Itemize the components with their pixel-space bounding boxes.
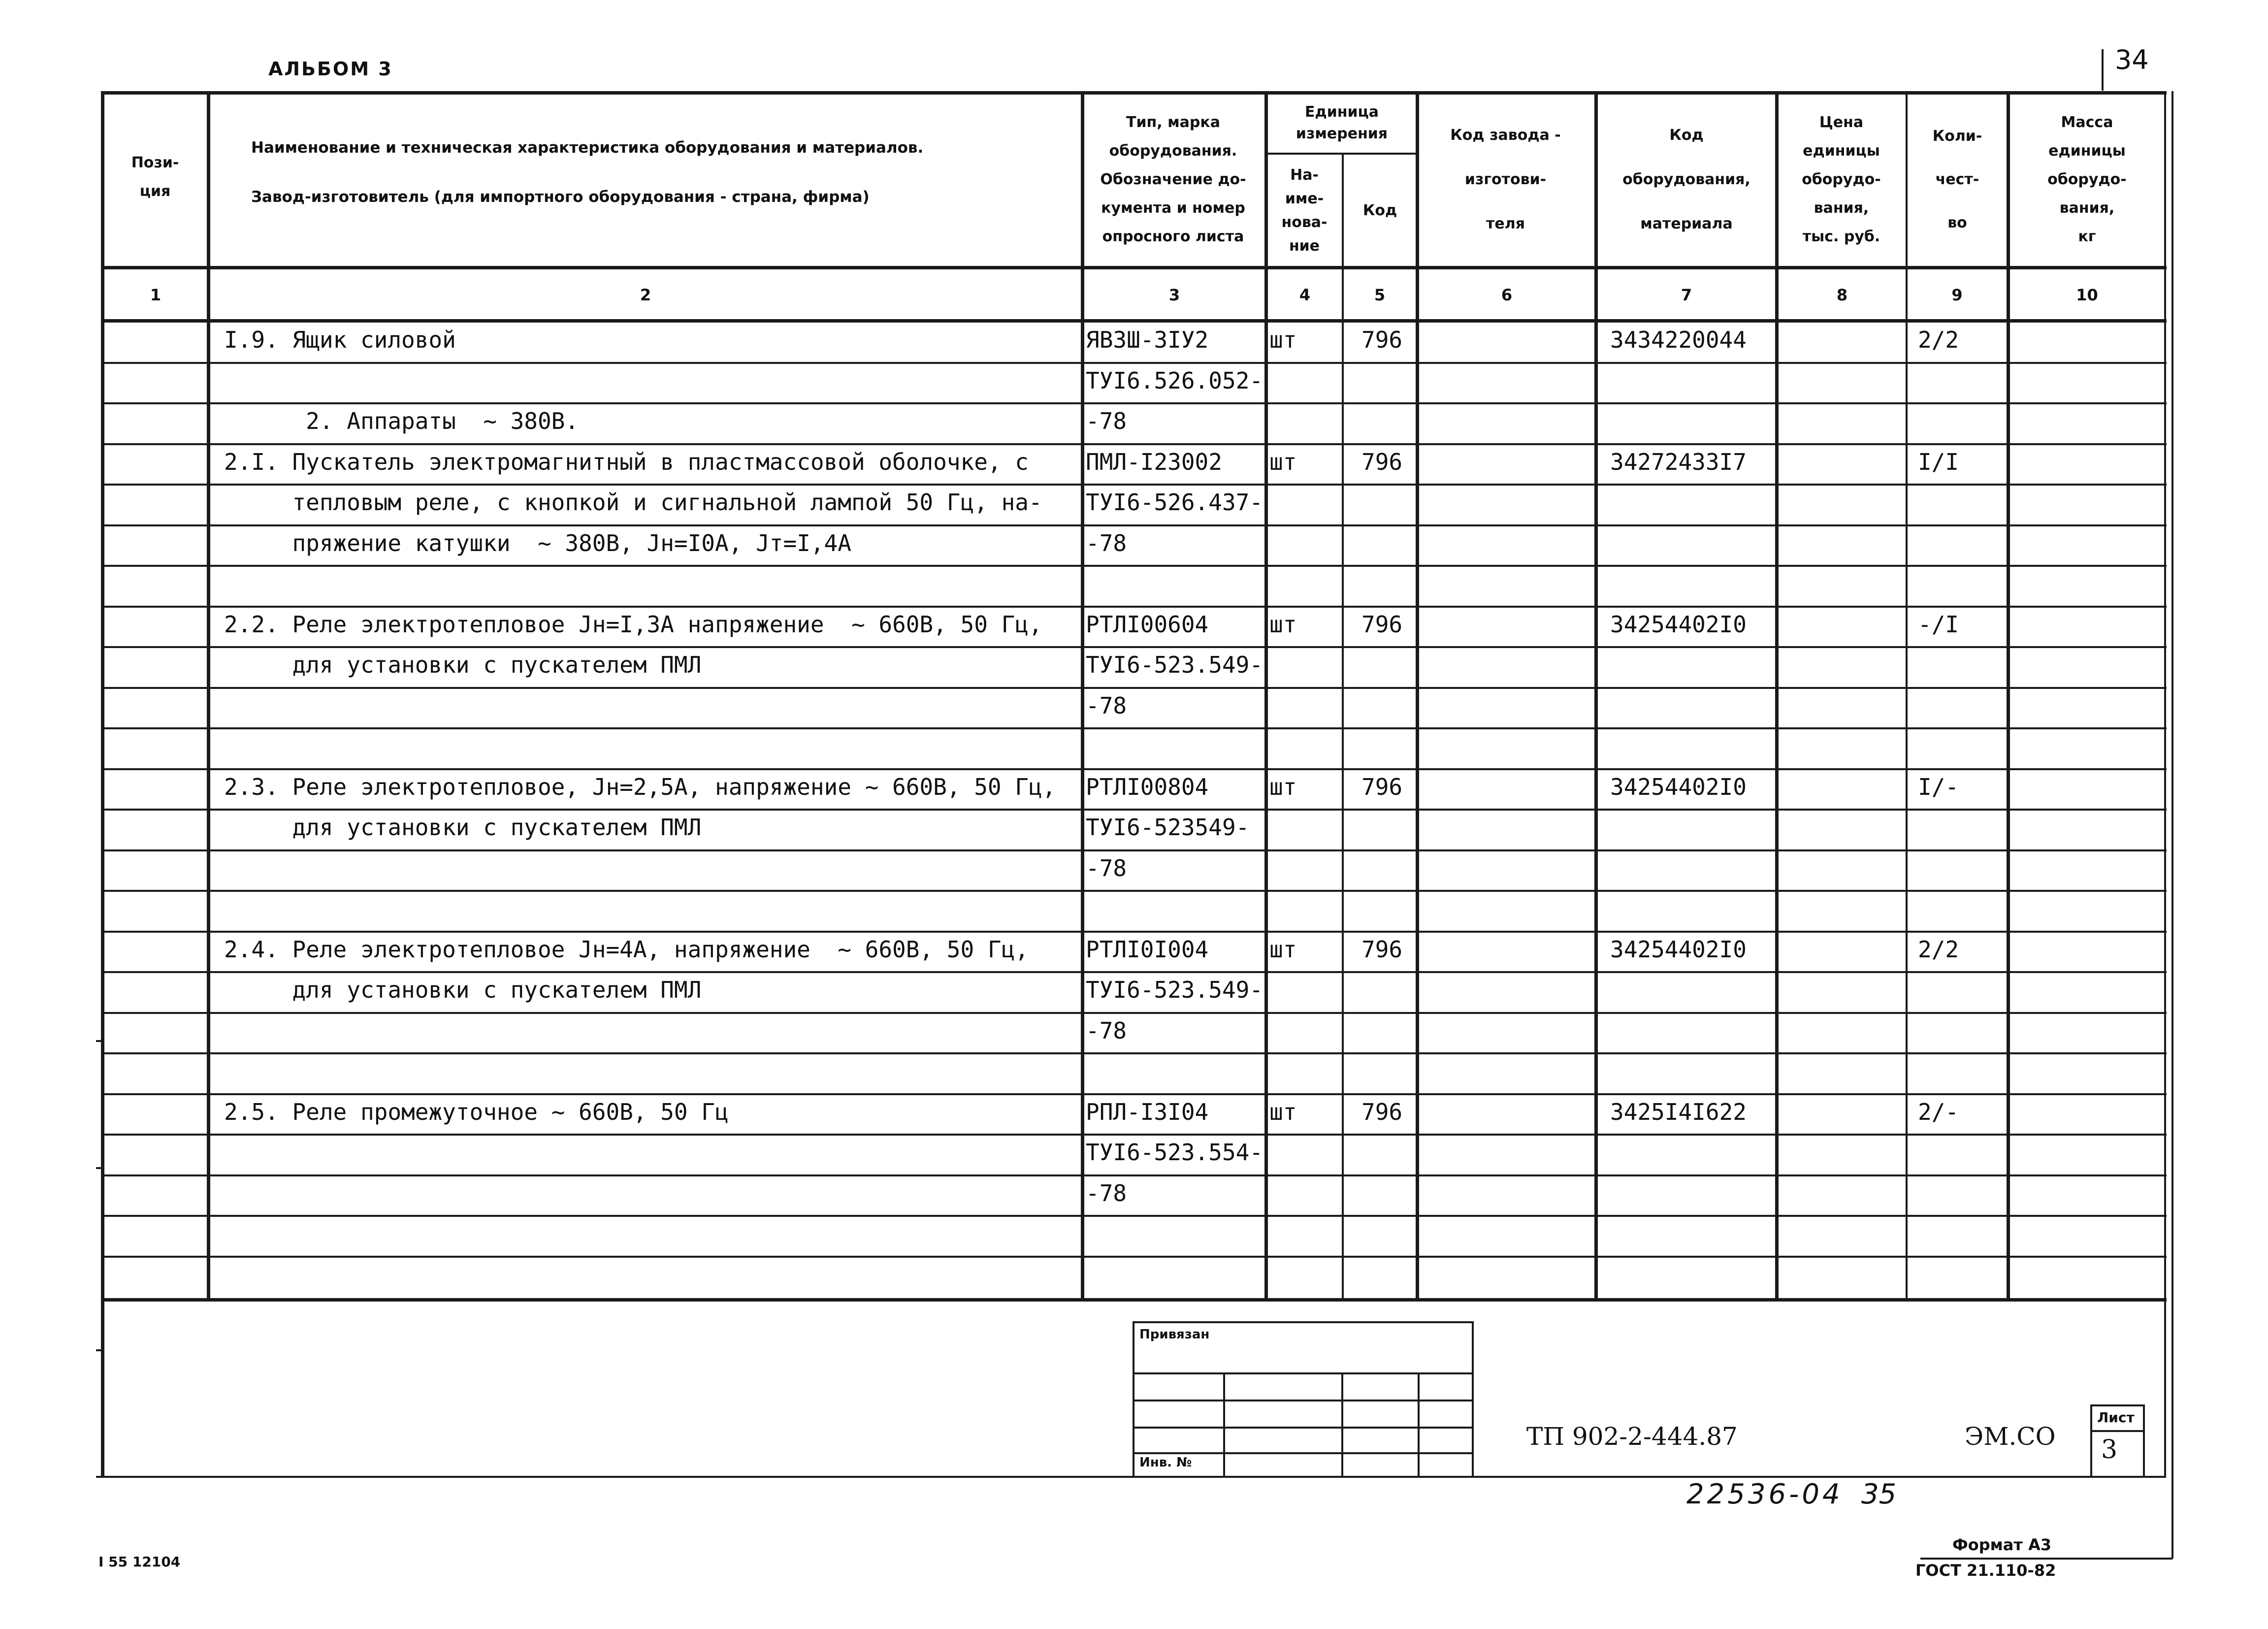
inv-number-label: Инв. № xyxy=(1139,1455,1192,1470)
page-number-divider xyxy=(2102,49,2104,91)
row-item-unit-code: 796 xyxy=(1361,448,1403,475)
row-item-type: ТУI6-523.549- xyxy=(1086,977,1264,1003)
row-item-equipment-code: 34254402I0 xyxy=(1610,611,1747,638)
header-manufacturer-code: Код завода - изготови- теля xyxy=(1450,127,1561,232)
album-label: АЛЬБОМ 3 xyxy=(268,58,393,80)
header-unit-code: Код xyxy=(1362,201,1397,219)
margin-tick-1 xyxy=(96,1040,103,1042)
row-divider xyxy=(101,484,2167,486)
col-line-3 xyxy=(1264,91,1268,1300)
colnum-3: 3 xyxy=(1168,286,1180,304)
header-name-characteristics: Наименование и техническая характеристика оборудования и материалов. Завод-изготовитель (для импортного оборудования - страна, фирма) xyxy=(251,139,924,206)
sheet-box xyxy=(2090,1404,2145,1478)
handwritten-archive-number: 22536-04 xyxy=(1686,1478,1843,1510)
row-item-type: ТУI6-526.437- xyxy=(1086,489,1264,516)
row-divider xyxy=(101,1174,2167,1176)
col-line-9 xyxy=(2007,91,2010,1300)
page-number: 34 xyxy=(2115,44,2149,75)
row-item-type: ПМЛ-I23002 xyxy=(1086,448,1222,475)
header-unit-mass: Масса единицы оборудо- вания, кг xyxy=(2047,114,2127,245)
privyazan-col-1 xyxy=(1223,1372,1225,1478)
row-item-type: -78 xyxy=(1086,692,1127,719)
document-designation: ТП 902-2-444.87 xyxy=(1526,1422,1738,1451)
header-equipment-code: Код оборудования, материала xyxy=(1622,127,1750,232)
col-line-1 xyxy=(207,91,210,1300)
col-line-2 xyxy=(1081,91,1084,1300)
format-label: Формат А3 xyxy=(1952,1535,2052,1554)
row-divider xyxy=(101,1012,2167,1014)
row-item-name: 2.3. Реле электротепловое, Jн=2,5А, напряжение ~ 660В, 50 Гц, xyxy=(224,773,1056,800)
privyazan-block xyxy=(1133,1321,1474,1478)
col-line-4 xyxy=(1342,153,1344,1300)
row-divider xyxy=(101,1134,2167,1136)
row-item-quantity: 2/2 xyxy=(1918,936,1959,963)
gost-label: ГОСТ 21.110-82 xyxy=(1915,1561,2056,1580)
colnum-7: 7 xyxy=(1681,286,1692,304)
sheet-label: Лист xyxy=(2097,1409,2135,1426)
row-divider xyxy=(101,1052,2167,1054)
row-divider xyxy=(101,1093,2167,1095)
row-item-name: для установки с пускателем ПМЛ xyxy=(224,977,702,1003)
colnum-8: 8 xyxy=(1836,286,1848,304)
table-bottom-line xyxy=(101,1298,2167,1302)
privyazan-line-3 xyxy=(1134,1427,1472,1429)
row-item-unit: шт xyxy=(1269,448,1297,475)
row-item-type: ТУI6-523.554- xyxy=(1086,1139,1264,1166)
section-code: ЭМ.СО xyxy=(1965,1422,2056,1451)
privyazan-col-3 xyxy=(1418,1372,1420,1478)
row-divider xyxy=(101,606,2167,608)
row-item-equipment-code: 34254402I0 xyxy=(1610,773,1747,800)
row-item-type: РТЛI00804 xyxy=(1086,773,1209,800)
row-item-name: 2.4. Реле электротепловое Jн=4А, напряжение ~ 660В, 50 Гц, xyxy=(224,936,1029,963)
row-divider xyxy=(101,768,2167,770)
col-line-7 xyxy=(1775,91,1779,1300)
colnum-10: 10 xyxy=(2076,286,2098,304)
sheet-number: 3 xyxy=(2101,1435,2118,1465)
row-item-name: 2.I. Пускатель электромагнитный в пластмассовой оболочке, с xyxy=(224,448,1029,475)
row-divider xyxy=(101,402,2167,404)
header-unit-group: Единица измерения xyxy=(1296,103,1388,142)
colnum-6: 6 xyxy=(1501,286,1513,304)
col-line-6 xyxy=(1594,91,1598,1300)
privyazan-line-1 xyxy=(1134,1372,1472,1374)
row-item-unit-code: 796 xyxy=(1361,773,1403,800)
row-item-type: РТЛI0I004 xyxy=(1086,936,1209,963)
row-item-type: -78 xyxy=(1086,1179,1127,1206)
row-divider xyxy=(101,890,2167,892)
row-item-name: 2. Аппараты ~ 380В. xyxy=(224,408,579,434)
row-item-quantity: I/I xyxy=(1918,448,1959,475)
left-code: I 55 12104 xyxy=(98,1554,181,1570)
row-item-type: -78 xyxy=(1086,854,1127,881)
frame-left-border xyxy=(101,91,104,1477)
row-item-type: ТУI6-523549- xyxy=(1086,814,1250,841)
colnum-2: 2 xyxy=(640,286,651,304)
row-divider xyxy=(101,362,2167,364)
row-item-type: -78 xyxy=(1086,529,1127,556)
row-item-unit: шт xyxy=(1269,936,1297,963)
row-divider xyxy=(101,687,2167,689)
row-item-unit: шт xyxy=(1269,773,1297,800)
row-item-type: -78 xyxy=(1086,408,1127,434)
row-divider xyxy=(101,931,2167,933)
row-item-equipment-code: 34272433I7 xyxy=(1610,448,1747,475)
privyazan-line-4 xyxy=(1134,1452,1472,1454)
row-item-unit: шт xyxy=(1269,326,1297,353)
margin-tick-2 xyxy=(96,1167,103,1169)
colnum-1: 1 xyxy=(150,286,162,304)
frame-right-border xyxy=(2164,91,2166,1477)
col-line-5 xyxy=(1416,91,1419,1300)
row-item-quantity: 2/- xyxy=(1918,1098,1959,1125)
sheet-edge-bottom xyxy=(1920,1558,2172,1560)
row-item-equipment-code: 3434220044 xyxy=(1610,326,1747,353)
row-item-name: 2.5. Реле промежуточное ~ 660В, 50 Гц xyxy=(224,1098,729,1125)
privyazan-label: Привязан xyxy=(1139,1327,1210,1342)
row-divider xyxy=(101,809,2167,811)
colnum-5: 5 xyxy=(1374,286,1386,304)
colnum-4: 4 xyxy=(1299,286,1311,304)
header-unit-price: Цена единицы оборудо- вания, тыс. руб. xyxy=(1802,114,1881,245)
privyazan-col-2 xyxy=(1341,1372,1343,1478)
row-item-unit: шт xyxy=(1269,1098,1297,1125)
frame-top-border xyxy=(101,91,2167,95)
header-type-brand: Тип, марка оборудования. Обозначение до- кумента и номер опросного листа xyxy=(1100,114,1246,245)
row-item-type: ЯВЗШ-3IУ2 xyxy=(1086,326,1209,353)
row-item-quantity: I/- xyxy=(1918,773,1959,800)
row-item-unit-code: 796 xyxy=(1361,611,1403,638)
row-item-quantity: 2/2 xyxy=(1918,326,1959,353)
sheet-box-divider xyxy=(2092,1430,2143,1432)
row-divider xyxy=(101,1256,2167,1258)
row-item-type: РТЛI00604 xyxy=(1086,611,1209,638)
row-item-quantity: -/I xyxy=(1918,611,1959,638)
row-item-name: для установки с пускателем ПМЛ xyxy=(224,652,702,678)
row-item-name: пряжение катушки ~ 380В, Jн=I0А, Jт=I,4А xyxy=(224,529,851,556)
colnum-9: 9 xyxy=(1951,286,1963,304)
row-item-type: -78 xyxy=(1086,1017,1127,1044)
header-bottom-line xyxy=(101,266,2167,269)
row-item-name: для установки с пускателем ПМЛ xyxy=(224,814,702,841)
row-item-unit-code: 796 xyxy=(1361,1098,1403,1125)
sheet-edge-right xyxy=(2171,91,2173,1559)
handwritten-page-number: 35 xyxy=(1861,1478,1897,1510)
row-item-equipment-code: 34254402I0 xyxy=(1610,936,1747,963)
row-item-type: РПЛ-I3I04 xyxy=(1086,1098,1209,1125)
row-divider xyxy=(101,971,2167,973)
row-item-equipment-code: 3425I4I622 xyxy=(1610,1098,1747,1125)
row-item-name: тепловым реле, с кнопкой и сигнальной лампой 50 Гц, на- xyxy=(224,489,1042,516)
header-position: Пози- ция xyxy=(131,154,179,200)
header-unit-name: На- име- нова- ние xyxy=(1281,166,1328,255)
row-divider xyxy=(101,565,2167,567)
row-divider xyxy=(101,849,2167,851)
row-item-unit: шт xyxy=(1269,611,1297,638)
row-divider xyxy=(101,524,2167,526)
row-divider xyxy=(101,1215,2167,1217)
row-item-name: I.9. Ящик силовой xyxy=(224,326,456,353)
row-item-name: 2.2. Реле электротепловое Jн=I,3А напряжение ~ 660В, 50 Гц, xyxy=(224,611,1042,638)
row-item-type: ТУI6.526.052- xyxy=(1086,367,1264,394)
row-divider xyxy=(101,443,2167,445)
row-item-unit-code: 796 xyxy=(1361,326,1403,353)
row-divider xyxy=(101,646,2167,648)
frame-bottom-border xyxy=(96,1476,2166,1478)
margin-tick-3 xyxy=(96,1349,103,1351)
privyazan-line-2 xyxy=(1134,1400,1472,1401)
unit-group-divider xyxy=(1264,153,1416,155)
row-divider xyxy=(101,727,2167,729)
header-quantity: Коли- чест- во xyxy=(1932,128,1982,231)
row-item-type: ТУI6-523.549- xyxy=(1086,652,1264,678)
row-item-unit-code: 796 xyxy=(1361,936,1403,963)
